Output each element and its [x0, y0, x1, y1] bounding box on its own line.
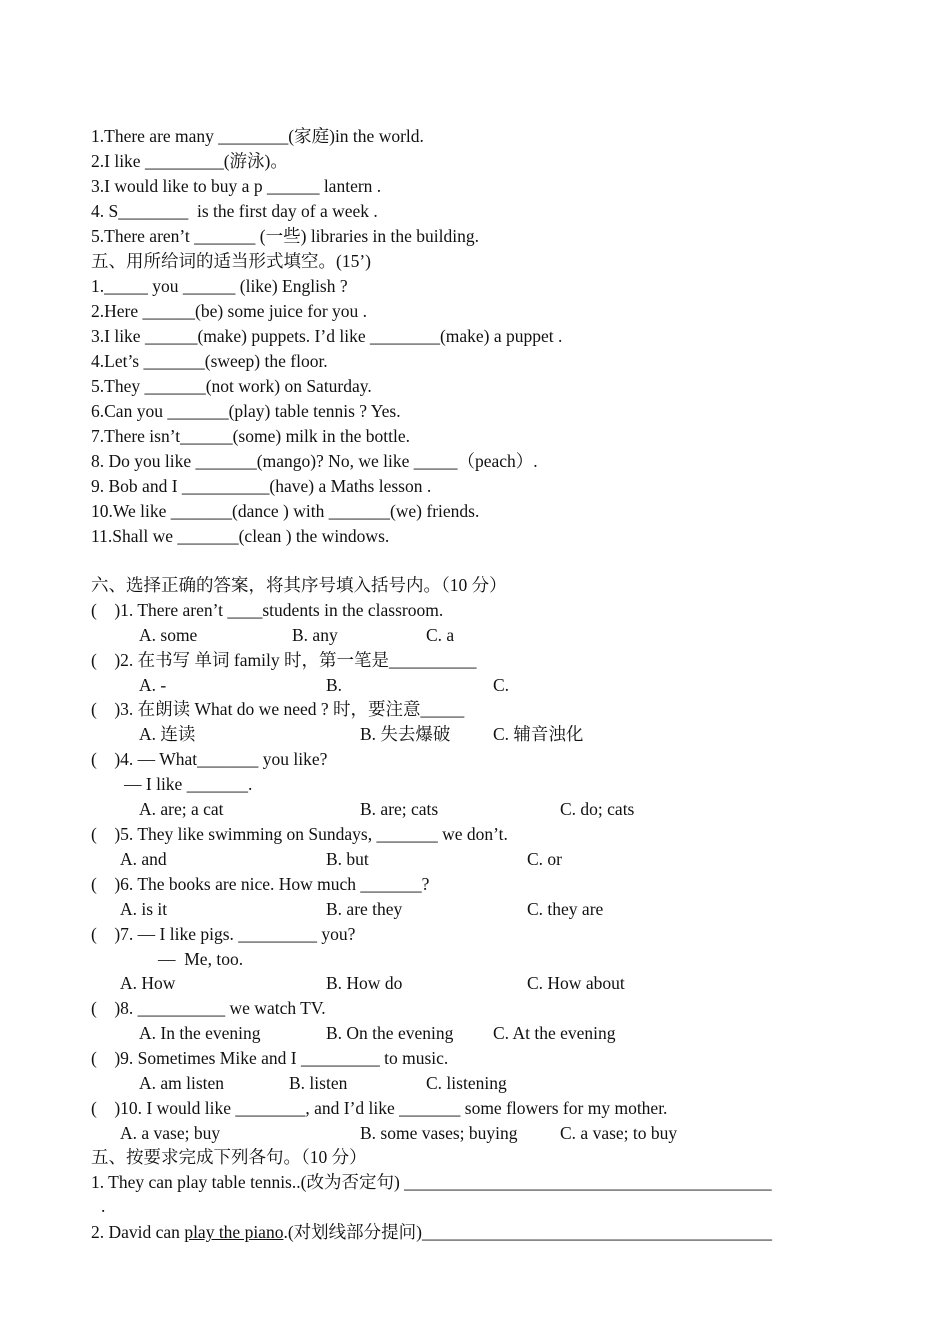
question-9: ( )9. Sometimes Mike and I _________ to music.: [91, 1048, 449, 1068]
q7-option-b: B. How do: [326, 973, 403, 993]
part5-line-6: 6.Can you _______(play) table tennis ? Yes.: [91, 401, 401, 421]
q2-option-b: B.: [326, 675, 343, 695]
part4-line-5: 5.There aren’t _______ (一些) libraries in the building.: [91, 226, 479, 246]
q3-option-a: A. 连读: [139, 724, 196, 744]
part5-line-2: 2.Here ______(be) some juice for you .: [91, 301, 368, 321]
q8-option-a: A. In the evening: [139, 1023, 261, 1043]
q2-option-c: C.: [493, 675, 510, 695]
part7-title: 五、按要求完成下列各句。（10 分）: [91, 1147, 367, 1167]
part5-line-9: 9. Bob and I __________(have) a Maths lesson .: [91, 476, 432, 496]
part4-line-2: 2.I like _________(游泳)。: [91, 151, 288, 171]
part5-line-1: 1._____ you ______ (like) English ?: [91, 276, 348, 296]
question-8: ( )8. __________ we watch TV.: [91, 998, 326, 1018]
question-10: ( )10. I would like ________, and I’d like _______ some flowers for my mother.: [91, 1098, 668, 1118]
q5-option-a: A. and: [120, 849, 167, 869]
q10-option-c: C. a vase; to buy: [560, 1123, 678, 1143]
part4-line-4: 4. S________ is the first day of a week .: [91, 201, 378, 221]
q3-option-c: C. 辅音浊化: [493, 724, 584, 744]
q6-option-c: C. they are: [527, 899, 604, 919]
question-7: ( )7. — I like pigs. _________ you?: [91, 924, 356, 944]
q4-option-b: B. are; cats: [360, 799, 439, 819]
sentence-1-continuation: .: [101, 1196, 106, 1216]
sentence-2-suffix: .(对划线部分提问)________________________________________: [283, 1222, 772, 1242]
q1-option-c: C. a: [426, 625, 455, 645]
q4-option-c: C. do; cats: [560, 799, 635, 819]
q9-option-a: A. am listen: [139, 1073, 225, 1093]
q4-dialogue-line: — I like _______.: [124, 774, 253, 794]
q7-option-c: C. How about: [527, 973, 625, 993]
q1-option-b: B. any: [292, 625, 338, 645]
part6-title: 六、选择正确的答案，将其序号填入括号内。（10 分）: [91, 575, 507, 595]
sentence-2: [91, 1222, 772, 1242]
q1-option-a: A. some: [139, 625, 198, 645]
sentence-2-prefix: 2. David can: [91, 1222, 185, 1242]
q2-option-a: A. -: [139, 675, 167, 695]
part5-line-10: 10.We like _______(dance ) with _______(we) friends.: [91, 501, 480, 521]
part5-line-5: 5.They _______(not work) on Saturday.: [91, 376, 372, 396]
part5-line-3: 3.I like ______(make) puppets. I’d like ________(make) a puppet .: [91, 326, 563, 346]
q7-option-a: A. How: [120, 973, 176, 993]
q10-option-a: A. a vase; buy: [120, 1123, 221, 1143]
q7-dialogue-line: — Me, too.: [158, 949, 244, 969]
part5-title: 五、用所给词的适当形式填空。(15’): [91, 251, 371, 271]
question-2: ( )2. 在书写 单词 family 时，第一笔是__________: [91, 650, 477, 670]
sentence-1: 1. They can play table tennis..(改为否定句) __________________________________________: [91, 1172, 772, 1192]
q3-option-b: B. 失去爆破: [360, 724, 451, 744]
q6-option-a: A. is it: [120, 899, 168, 919]
q9-option-b: B. listen: [289, 1073, 348, 1093]
part4-line-1: 1.There are many ________(家庭)in the world.: [91, 126, 424, 146]
q5-option-c: C. or: [527, 849, 562, 869]
q4-option-a: A. are; a cat: [139, 799, 224, 819]
sentence-2-underlined-phrase: play the piano: [184, 1222, 284, 1242]
part5-line-7: 7.There isn’t______(some) milk in the bottle.: [91, 426, 410, 446]
question-6: ( )6. The books are nice. How much _______?: [91, 874, 430, 894]
question-4: ( )4. — What_______ you like?: [91, 749, 328, 769]
q5-option-b: B. but: [326, 849, 369, 869]
q10-option-b: B. some vases; buying: [360, 1123, 518, 1143]
q8-option-b: B. On the evening: [326, 1023, 454, 1043]
part5-line-4: 4.Let’s _______(sweep) the floor.: [91, 351, 328, 371]
question-5: ( )5. They like swimming on Sundays, _______ we don’t.: [91, 824, 508, 844]
part5-line-8: 8. Do you like _______(mango)? No, we like _____（peach）.: [91, 451, 538, 471]
q9-option-c: C. listening: [426, 1073, 507, 1093]
q8-option-c: C. At the evening: [493, 1023, 616, 1043]
q6-option-b: B. are they: [326, 899, 403, 919]
question-1: ( )1. There aren’t ____students in the classroom.: [91, 600, 444, 620]
question-3: ( )3. 在朗读 What do we need ? 时，要注意_____: [91, 699, 465, 719]
part5-line-11: 11.Shall we _______(clean ) the windows.: [91, 526, 390, 546]
part4-line-3: 3.I would like to buy a p ______ lantern .: [91, 176, 382, 196]
